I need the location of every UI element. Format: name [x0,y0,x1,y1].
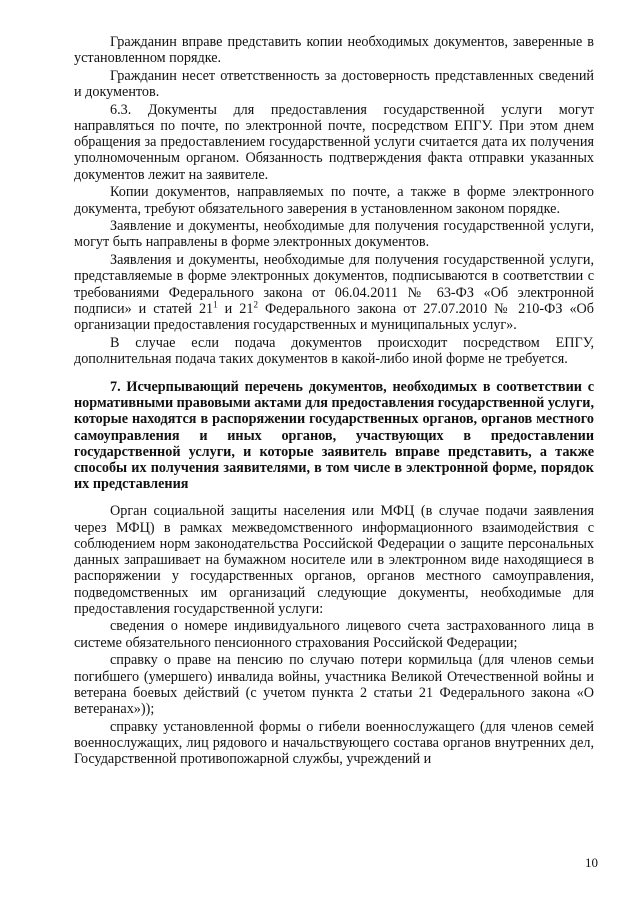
paragraph-6-3: 6.3. Документы для предоставления государственной услуги могут направляться по почте, по электронной почте, посредством ЕПГУ. При этом днем обращения за предоставлением государственной услуги считается дата их получения уполномоченным органом. Обязанность подтверждения факта отправки указанных документов лежит на заявителе. [74,101,594,183]
document-body [74,34,594,769]
paragraph-electronic-signature [74,252,594,333]
paragraph-responsibility: Гражданин несет ответственность за достоверность представленных сведений и документов. [74,67,594,101]
law-text-part-2: и 21 [217,300,254,317]
superscript-1: 1 [213,299,218,310]
paragraph-epgu: В случае если подача документов происходит посредством ЕПГУ, дополнительная подача таких документов в какой-либо иной форме не требуется. [74,334,594,367]
section-7-heading: 7. Исчерпывающий перечень документов, необходимых в соответствии с нормативными правовыми актами для предоставления государственной услуги, которые находятся в распоряжении государственных органов, органов местного самоуправления и иных органов, участвующих в предоставлении государственной услуги, и которые заявитель вправе представить, а также способы их получения заявителями, в том числе в электронной форме, порядок их представления [74,379,595,493]
paragraph-copies: Гражданин вправе представить копии необходимых документов, заверенные в установленном порядке. [74,34,594,67]
page-number: 10 [585,855,598,870]
paragraph-death-certificate: справку установленной формы о гибели военнослужащего (для членов семей военнослужащих, лиц рядового и начальствующего состава органов внутренних дел, Государственной противопожарной службы, учреждений и [74,718,594,768]
law-text-part-1: Заявления и документы, необходимые для получения государственной услуги, представляемые в форме электронных документов, подписываются в соответствии с требованиями Федерального закона от 06.04.2011 № 63-ФЗ «Об электронной подписи» и статей 21 [74,252,594,317]
paragraph-electronic-submission: Заявление и документы, необходимые для получения государственной услуги, могут быть направлены в форме электронных документов. [74,218,594,251]
paragraph-interagency-request: Орган социальной защиты населения или МФЦ (в случае подачи заявления через МФЦ) в рамках межведомственного информационного взаимодействия с соблюдением норм законодательства Российской Федерации о защите персональных данных запрашивает на бумажном носителе или в электронном виде находящиеся в распоряжении у государственных органов, органов местного самоуправления, подведомственных им организаций следующие документы, необходимые для предоставления государственной услуги: [74,503,594,617]
paragraph-copies-certification: Копии документов, направляемых по почте, а также в форме электронного документа, требуют обязательного заверения в установленном законом порядке. [74,184,594,217]
paragraph-personal-account: сведения о номере индивидуального лицевого счета застрахованного лица в системе обязательного пенсионного страхования Российской Федерации; [74,618,594,651]
superscript-2: 2 [253,299,258,310]
paragraph-pension-certificate: справку о праве на пенсию по случаю потери кормильца (для членов семьи погибшего (умершего) инвалида войны, участника Великой Отечественной войны и ветерана боевых действий (с учетом пункта 2 статьи 21 Федерального закона «О ветеранах»)); [74,652,594,717]
law-text-part-3: Федерального закона от 27.07.2010 № 210-ФЗ «Об организации предоставления государственных и муниципальных услуг». [74,300,595,333]
